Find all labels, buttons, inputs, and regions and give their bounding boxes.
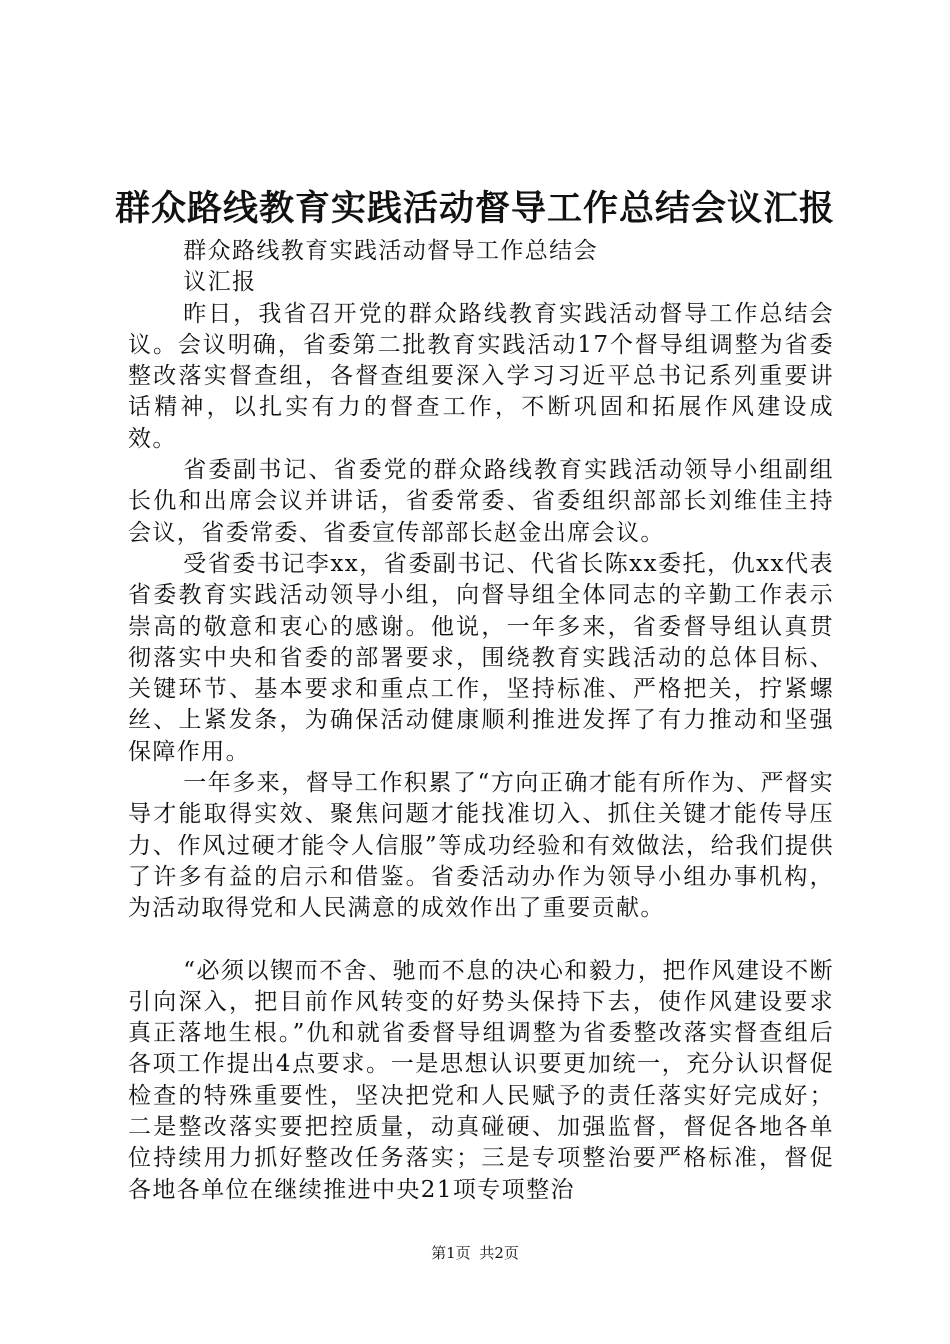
page-total: 共2页 xyxy=(479,1244,519,1262)
paragraph: 昨日，我省召开党的群众路线教育实践活动督导工作总结会议。会议明确，省委第二批教育实践活动17个督导组调整为省委整改落实督查组，各督查组要深入学习习近平总书记系列重要讲话精神，以扎实有力的督查工作，不断巩固和拓展作风建设成效。 xyxy=(128,300,834,452)
document-body xyxy=(128,236,834,1206)
paragraph: 一年多来，督导工作积累了“方向正确才能有所作为、严督实导才能取得实效、聚焦问题才能找准切入、抓住关键才能传导压力、作风过硬才能令人信服”等成功经验和有效做法，给我们提供了许多有益的启示和借鉴。省委活动办作为领导小组办事机构，为活动取得党和人民满意的成效作出了重要贡献。 xyxy=(128,770,834,922)
subtitle xyxy=(128,236,834,299)
paragraph: 受省委书记李xx，省委副书记、代省长陈xx委托，仇xx代表省委教育实践活动领导小组，向督导组全体同志的辛勤工作表示崇高的敬意和衷心的感谢。他说，一年多来，省委督导组认真贯彻落实中央和省委的部署要求，围绕教育实践活动的总体目标、关键环节、基本要求和重点工作，坚持标准、严格把关，拧紧螺丝、上紧发条，为确保活动健康顺利推进发挥了有力推动和坚强保障作用。 xyxy=(128,550,834,765)
page-number: 第1页 xyxy=(431,1244,471,1262)
paragraph: “必须以锲而不舍、驰而不息的决心和毅力，把作风建设不断引向深入，把目前作风转变的好势头保持下去，使作风建设要求真正落地生根。”仇和就省委督导组调整为省委整改落实督查组后各项工作提出4点要求。一是思想认识要更加统一，充分认识督促检查的特殊重要性，坚决把党和人民赋予的责任落实好完成好；二是整改落实要把控质量，动真碰硬、加强监督，督促各地各单位持续用力抓好整改任务落实；三是专项整治要严格标准，督促各地各单位在继续推进中央21项专项整治 xyxy=(128,957,834,1203)
document-title: 群众路线教育实践活动督导工作总结会议汇报 xyxy=(114,189,835,229)
paragraph: 省委副书记、省委党的群众路线教育实践活动领导小组副组长仇和出席会议并讲话，省委常委、省委组织部部长刘维佳主持会议，省委常委、省委宣传部部长赵金出席会议。 xyxy=(128,457,834,546)
page-footer xyxy=(0,1243,950,1263)
subtitle-line-1: 群众路线教育实践活动督导工作总结会 xyxy=(183,238,598,264)
subtitle-line-2: 议汇报 xyxy=(183,269,257,296)
